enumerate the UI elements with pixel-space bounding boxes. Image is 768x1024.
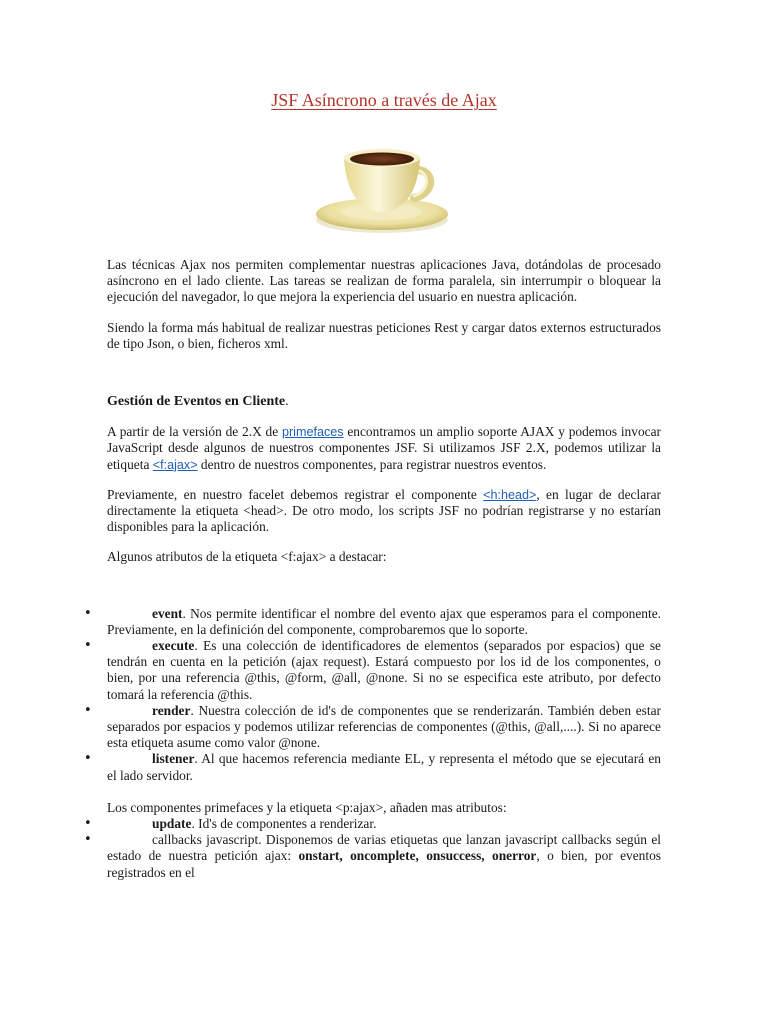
- section-heading: [107, 394, 661, 410]
- bullet-icon: •: [84, 816, 92, 832]
- attribute-text: callbacks javascript. Disponemos de varias etiquetas que lanzan javascript callbacks según el estado de nuestra petición ajax:: [107, 832, 661, 864]
- bullet-icon: •: [84, 751, 92, 767]
- attribute-text: , o bien, por eventos registrados en el: [107, 848, 662, 880]
- text-span: , en lugar de declarar directamente la etiqueta <head>. De otro modo, los scripts JSF no podrían registrarse y no estarían disponibles para la aplicación.: [107, 486, 662, 535]
- list-item: [84, 702, 661, 752]
- attribute-text: . Al que hacemos referencia mediante EL, y representa el método que se ejecutará en el lado servidor.: [107, 751, 661, 783]
- ajax-attributes-list: [84, 605, 661, 784]
- intro-paragraph-2: Siendo la forma más habitual de realizar nuestras peticiones Rest y cargar datos externos estructurados de tipo Json, o bien, ficheros xml.: [107, 319, 661, 351]
- primefaces-paragraph: [107, 424, 661, 473]
- intro-paragraph-1: Las técnicas Ajax nos permiten complementar nuestras aplicaciones Java, dotándolas de procesado asíncrono en el lado cliente. Las tareas se realizan de forma paralela, sin interrumpir o bloquear la ejecución del navegador, lo que mejora la experiencia del usuario en nuestra aplicación.: [107, 257, 661, 305]
- attribute-text: . Nos permite identificar el nombre del evento ajax que esperamos para el componente. Previamente, en la definición del componente, comprobaremos que lo soporte.: [107, 605, 661, 637]
- hhead-paragraph: [107, 487, 661, 536]
- attribute-term: update: [152, 816, 192, 832]
- document-title: JSF Asíncrono a través de Ajax: [271, 90, 497, 110]
- bullet-icon: •: [84, 605, 92, 621]
- primefaces-attributes-intro: Los componentes primefaces y la etiqueta <p:ajax>, añaden mas atributos:: [107, 799, 507, 815]
- attributes-intro: Algunos atributos de la etiqueta <f:ajax> a destacar:: [107, 549, 387, 565]
- primefaces-link[interactable]: primefaces: [281, 425, 344, 440]
- attribute-text: . Es una colección de identificadores de elementos (separados por espacios) que se tendrán en cuenta en la petición (ajax request). Estará compuesto por los id de los componentes, o bien, por una referencia @this, @form, @all, @none. Si no se especifica este atributo, por defecto tomará la referencia @this.: [107, 638, 661, 702]
- list-item: [84, 751, 661, 783]
- attribute-term: execute: [152, 638, 195, 654]
- bullet-icon: •: [84, 702, 92, 718]
- section-heading-text: Gestión de Eventos en Cliente: [107, 394, 286, 410]
- attribute-term: render: [152, 702, 191, 718]
- text-span: encontramos un amplio soporte AJAX y podemos invocar JavaScript desde algunos de nuestros componentes JSF. Si utilizamos JSF 2.X, podemos utilizar la etiqueta: [107, 424, 661, 472]
- list-item: [84, 605, 661, 638]
- text-span: dentro de nuestros componentes, para registrar nuestros eventos.: [197, 456, 547, 472]
- attribute-text: . Id's de componentes a renderizar.: [191, 816, 377, 832]
- section-heading-dot: .: [285, 394, 289, 410]
- primefaces-attributes-list: [84, 816, 662, 881]
- f-ajax-link[interactable]: <f:ajax>: [152, 457, 198, 472]
- text-span: Previamente, en nuestro facelet debemos registrar el componente: [107, 486, 484, 502]
- attribute-term: listener: [152, 751, 195, 767]
- document-body: [84, 257, 662, 881]
- list-item: [84, 832, 662, 881]
- attribute-term: event: [152, 605, 183, 621]
- bullet-icon: •: [84, 832, 92, 848]
- bullet-icon: •: [84, 638, 92, 654]
- h-head-link[interactable]: <h:head>: [483, 487, 537, 502]
- list-item: [84, 816, 661, 832]
- text-span: A partir de la versión de 2.X de: [107, 424, 282, 440]
- coffee-cup-icon: [312, 140, 452, 235]
- callback-terms: onstart, oncomplete, onsuccess, onerror: [298, 848, 537, 864]
- attribute-text: . Nuestra colección de id's de componentes que se renderizarán. También deben estar separados por espacios y podemos utilizar referencias de componentes (@this, @all,....). Si no aparece esta etiqueta asume como valor @none.: [107, 702, 661, 751]
- list-item: [84, 638, 661, 703]
